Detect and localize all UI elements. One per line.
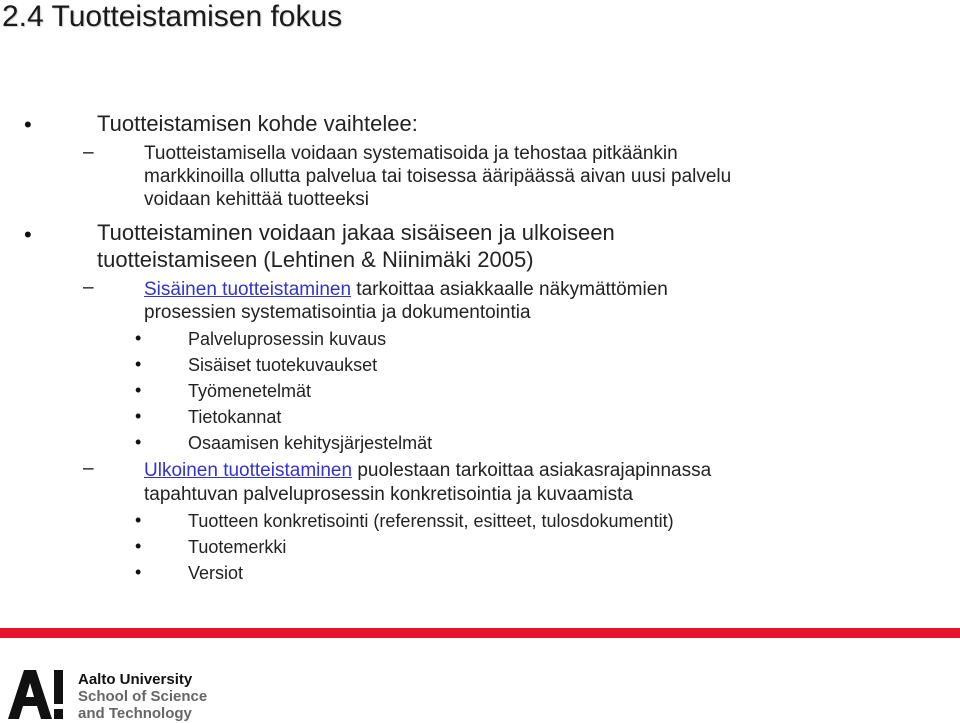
bullet-marker: • xyxy=(135,562,142,582)
sub-bullet-text: tapahtuvan palveluprosessin konkretisointia ja kuvaamista xyxy=(144,484,633,505)
sub-bullet-text: voidaan kehittää tuotteeksi xyxy=(144,189,369,210)
sub-bullet-text: markkinoilla ollutta palvelua tai toisessa ääripäässä aivan uusi palvelu xyxy=(144,166,732,187)
bullet-marker: • xyxy=(24,112,32,137)
term-external-productization: Ulkoinen tuotteistaminen xyxy=(144,460,353,481)
footer-accent-band xyxy=(0,628,960,638)
bullet-marker: • xyxy=(135,328,142,348)
sub-bullet-rest: tarkoittaa asiakkaalle näkymättömien xyxy=(351,279,668,300)
dash-marker: – xyxy=(83,142,94,163)
list-item: Versiot xyxy=(188,563,244,583)
sub-bullet-text: Tuotteistamisella voidaan systematisoida ja tehostaa pitkäänkin xyxy=(144,143,678,164)
sub-bullet-text: prosessien systematisointia ja dokumentointia xyxy=(144,302,531,323)
bullet-text: Tuotteistaminen voidaan jakaa sisäiseen ja ulkoiseen xyxy=(97,220,615,245)
aalto-logo xyxy=(6,668,66,720)
sub-bullet-text xyxy=(144,460,711,482)
list-item: Tuotemerkki xyxy=(188,537,287,557)
title-bar xyxy=(0,0,960,44)
bullet-text: Tuotteistamisen kohde vaihtelee: xyxy=(97,111,418,136)
list-item: Työmenetelmät xyxy=(188,381,312,401)
list-item: Palveluprosessin kuvaus xyxy=(188,329,387,349)
bullet-marker: • xyxy=(24,222,32,247)
bullet-marker: • xyxy=(135,354,142,374)
bullet-marker: • xyxy=(135,432,142,452)
bullet-text: tuotteistamiseen (Lehtinen & Niinimäki 2005) xyxy=(97,247,534,272)
sub-bullet-rest: puolestaan tarkoittaa asiakasrajapinnassa xyxy=(352,460,712,481)
brand-line-3: and Technology xyxy=(78,705,192,722)
list-item: Osaamisen kehitysjärjestelmät xyxy=(188,433,433,453)
sub-bullet-text xyxy=(144,279,668,301)
brand-line-2: School of Science xyxy=(78,688,208,705)
list-item: Tuotteen konkretisointi (referenssit, esitteet, tulosdokumentit) xyxy=(188,511,674,531)
term-internal-productization: Sisäinen tuotteistaminen xyxy=(144,279,352,300)
brand-line-1: Aalto University xyxy=(78,671,193,688)
dash-marker: – xyxy=(83,458,94,479)
slide-title: 2.4 Tuotteistamisen fokus xyxy=(2,0,343,33)
bullet-marker: • xyxy=(135,406,142,426)
university-brand xyxy=(78,671,207,722)
bullet-marker: • xyxy=(135,536,142,556)
list-item: Tietokannat xyxy=(188,407,282,427)
dash-marker: – xyxy=(83,277,94,298)
list-item: Sisäiset tuotekuvaukset xyxy=(188,355,378,375)
bullet-marker: • xyxy=(135,380,142,400)
bullet-marker: • xyxy=(135,510,142,530)
